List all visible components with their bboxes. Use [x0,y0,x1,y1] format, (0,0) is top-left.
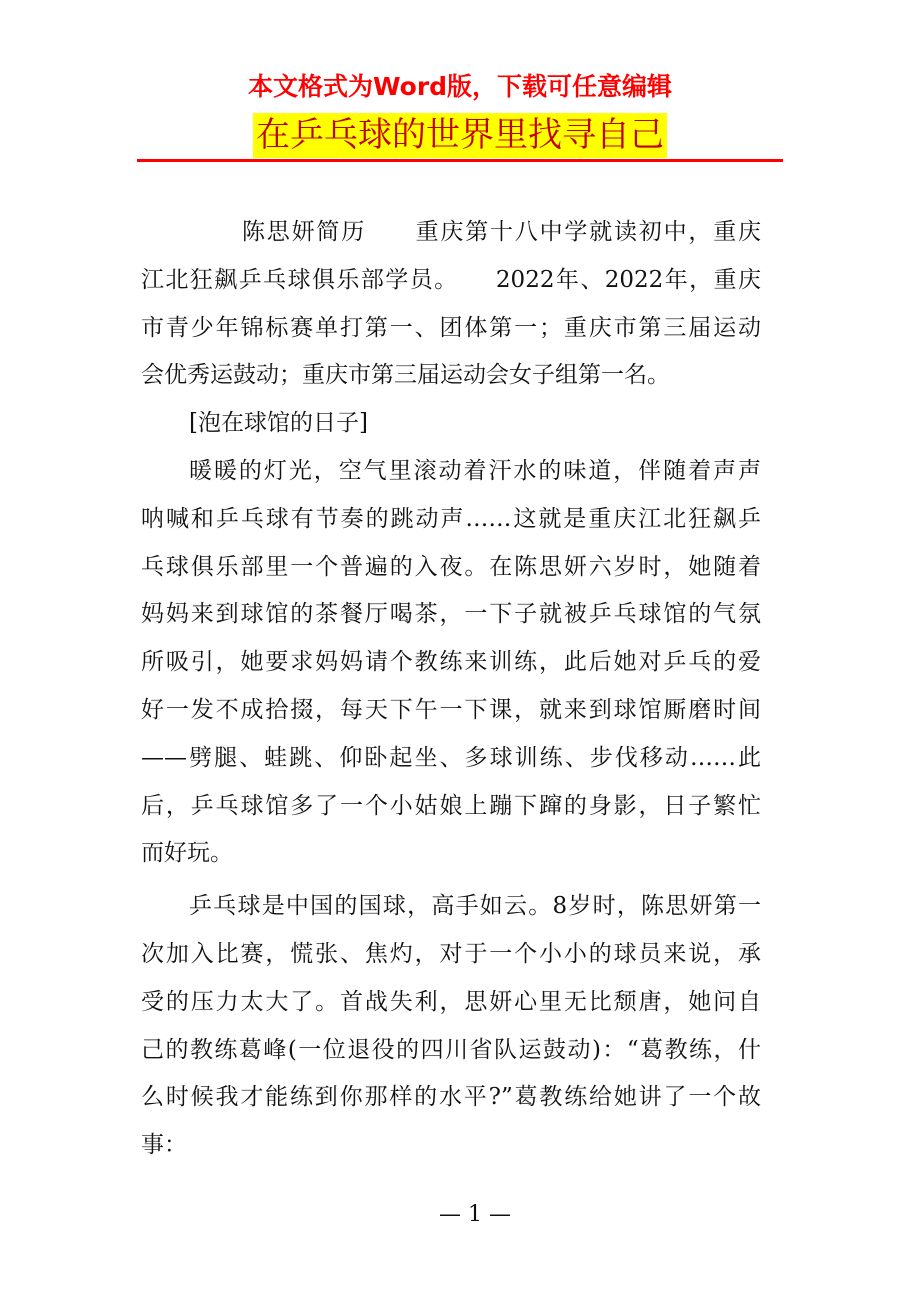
paragraph-bio [141,209,761,400]
text-line: 市青少年锦标赛单打第一、团体第一；重庆市第三届运动 [141,314,761,341]
text-line: 次加入比赛，慌张、焦灼，对于一个小小的球员来说，承 [141,940,761,967]
paragraph [141,883,761,1170]
text-line: [泡在球馆的日子] [189,410,368,437]
text-line: 乓球俱乐部里一个普遍的入夜。在陈思妍六岁时，她随着 [141,553,761,580]
text-line: 江北狂飙乒乓球俱乐部学员。 2022年、2022年，重庆 [141,266,761,293]
document-title: 在乒乓球的世界里找寻自己 [253,113,667,158]
paragraph [141,448,761,878]
text-line: 会优秀运鼓动；重庆市第三届运动会女子组第一名。 [141,362,670,389]
section-heading [141,400,761,448]
text-line: 而好玩。 [141,840,233,867]
document-body [141,209,761,1170]
text-line: 己的教练葛峰(一位退役的四川省队运鼓动)：“葛教练，什 [141,1036,761,1063]
text-line: ——劈腿、蛙跳、仰卧起坐、多球训练、步伐移动……此 [141,744,761,771]
text-line: 么时候我才能练到你那样的水平?”葛教练给她讲了一个故 [141,1084,761,1111]
text-line: 所吸引，她要求妈妈请个教练来训练，此后她对乒乓的爱 [141,649,761,676]
text-line: 呐喊和乒乓球有节奏的跳动声……这就是重庆江北狂飙乒 [141,505,761,532]
page-number: — 1 — [439,1202,511,1227]
text-line: 暖暖的灯光，空气里滚动着汗水的味道，伴随着声声 [189,457,761,484]
text-line: 好一发不成拾掇，每天下午一下课，就来到球馆厮磨时间 [141,696,761,723]
text-line: 后，乒乓球馆多了一个小姑娘上蹦下蹿的身影，日子繁忙 [141,792,761,819]
title-divider [137,159,783,162]
text-line: 事： [141,1132,187,1159]
text-line: 受的压力太大了。首战失利，思妍心里无比颓唐，她问自 [141,988,761,1015]
title-container [0,113,920,158]
text-line: 妈妈来到球馆的茶餐厅喝茶，一下子就被乒乓球馆的气氛 [141,601,761,628]
format-notice: 本文格式为Word版，下载可任意编辑 [247,72,673,101]
text-line: 陈思妍简历 重庆第十八中学就读初中，重庆 [242,219,761,245]
text-line: 乒乓球是中国的国球，高手如云。8岁时，陈思妍第一 [189,893,761,920]
